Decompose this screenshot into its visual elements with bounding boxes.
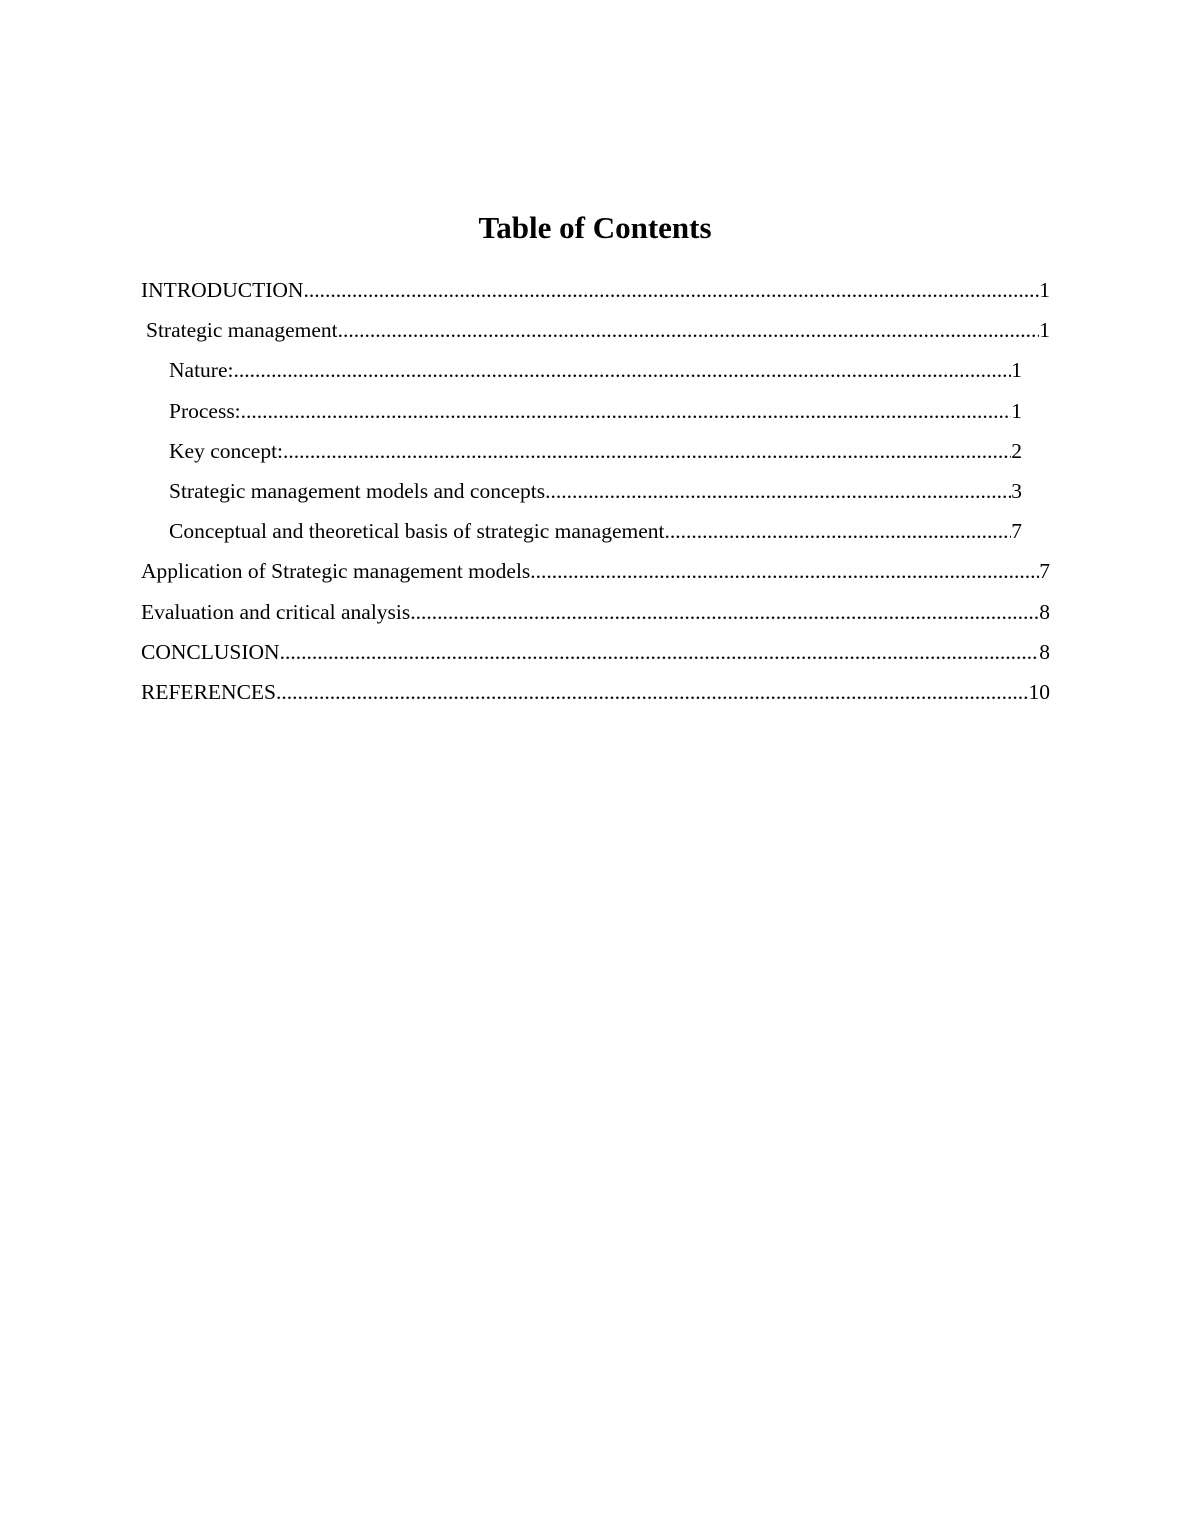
toc-entry-label: REFERENCES: [141, 679, 276, 704]
toc-entry-label: Conceptual and theoretical basis of strategic management: [169, 519, 665, 544]
toc-page-number: 1: [1039, 318, 1050, 343]
page-title: Table of Contents: [478, 210, 712, 245]
toc-dot-leader: [241, 393, 1012, 429]
toc-entry-label: INTRODUCTION: [141, 278, 304, 302]
toc-dot-leader: [410, 594, 1039, 630]
toc-dot-leader: [530, 553, 1039, 589]
toc-page-number: 3: [1011, 478, 1022, 503]
toc-entry-label: Evaluation and critical analysis: [141, 599, 411, 624]
toc-entry-strategic-management[interactable]: [146, 312, 1050, 352]
toc-entry-label: Strategic management models and concepts: [169, 478, 546, 503]
toc-page-number: 1: [1011, 358, 1022, 383]
toc-entry-application[interactable]: [141, 553, 1050, 593]
toc-page-number: 1: [1011, 398, 1022, 423]
toc-entry-label: CONCLUSION: [141, 639, 280, 664]
toc-entry-evaluation[interactable]: [141, 594, 1050, 634]
toc-entry-label: Strategic management: [146, 318, 338, 343]
toc-page-number: 7: [1039, 559, 1050, 584]
toc-entry-key-concept[interactable]: [169, 433, 1022, 473]
toc-entry-process[interactable]: [169, 393, 1022, 433]
toc-entry-models-and-concepts[interactable]: [169, 473, 1022, 513]
toc-entry-references[interactable]: [141, 674, 1050, 714]
toc-page-number: 7: [1011, 519, 1022, 544]
toc-dot-leader: [545, 473, 1011, 509]
toc-entry-conclusion[interactable]: [141, 634, 1050, 674]
toc-dot-leader: [303, 272, 1039, 308]
toc-page-number: 10: [1028, 679, 1050, 704]
toc-entry-label: Nature:: [169, 358, 234, 383]
toc-dot-leader: [283, 433, 1011, 469]
toc-page-number: 8: [1039, 639, 1050, 664]
toc-dot-leader: [338, 312, 1040, 348]
toc-entry-nature[interactable]: [169, 352, 1022, 392]
toc-entry-label: Application of Strategic management models: [141, 559, 531, 584]
toc-entry-label: Key concept:: [169, 438, 284, 463]
toc-page-number: 1: [1039, 278, 1050, 302]
toc-dot-leader: [233, 352, 1011, 388]
toc-dot-leader: [280, 634, 1040, 670]
toc-page-number: 8: [1039, 599, 1050, 624]
toc-entry-conceptual-basis[interactable]: [169, 513, 1022, 553]
toc-dot-leader: [665, 513, 1012, 549]
toc-page-number: 2: [1011, 438, 1022, 463]
toc-dot-leader: [276, 674, 1029, 710]
toc-entry-label: Process:: [169, 398, 241, 423]
table-of-contents: [0, 272, 1190, 714]
toc-entry-introduction[interactable]: [141, 272, 1050, 312]
